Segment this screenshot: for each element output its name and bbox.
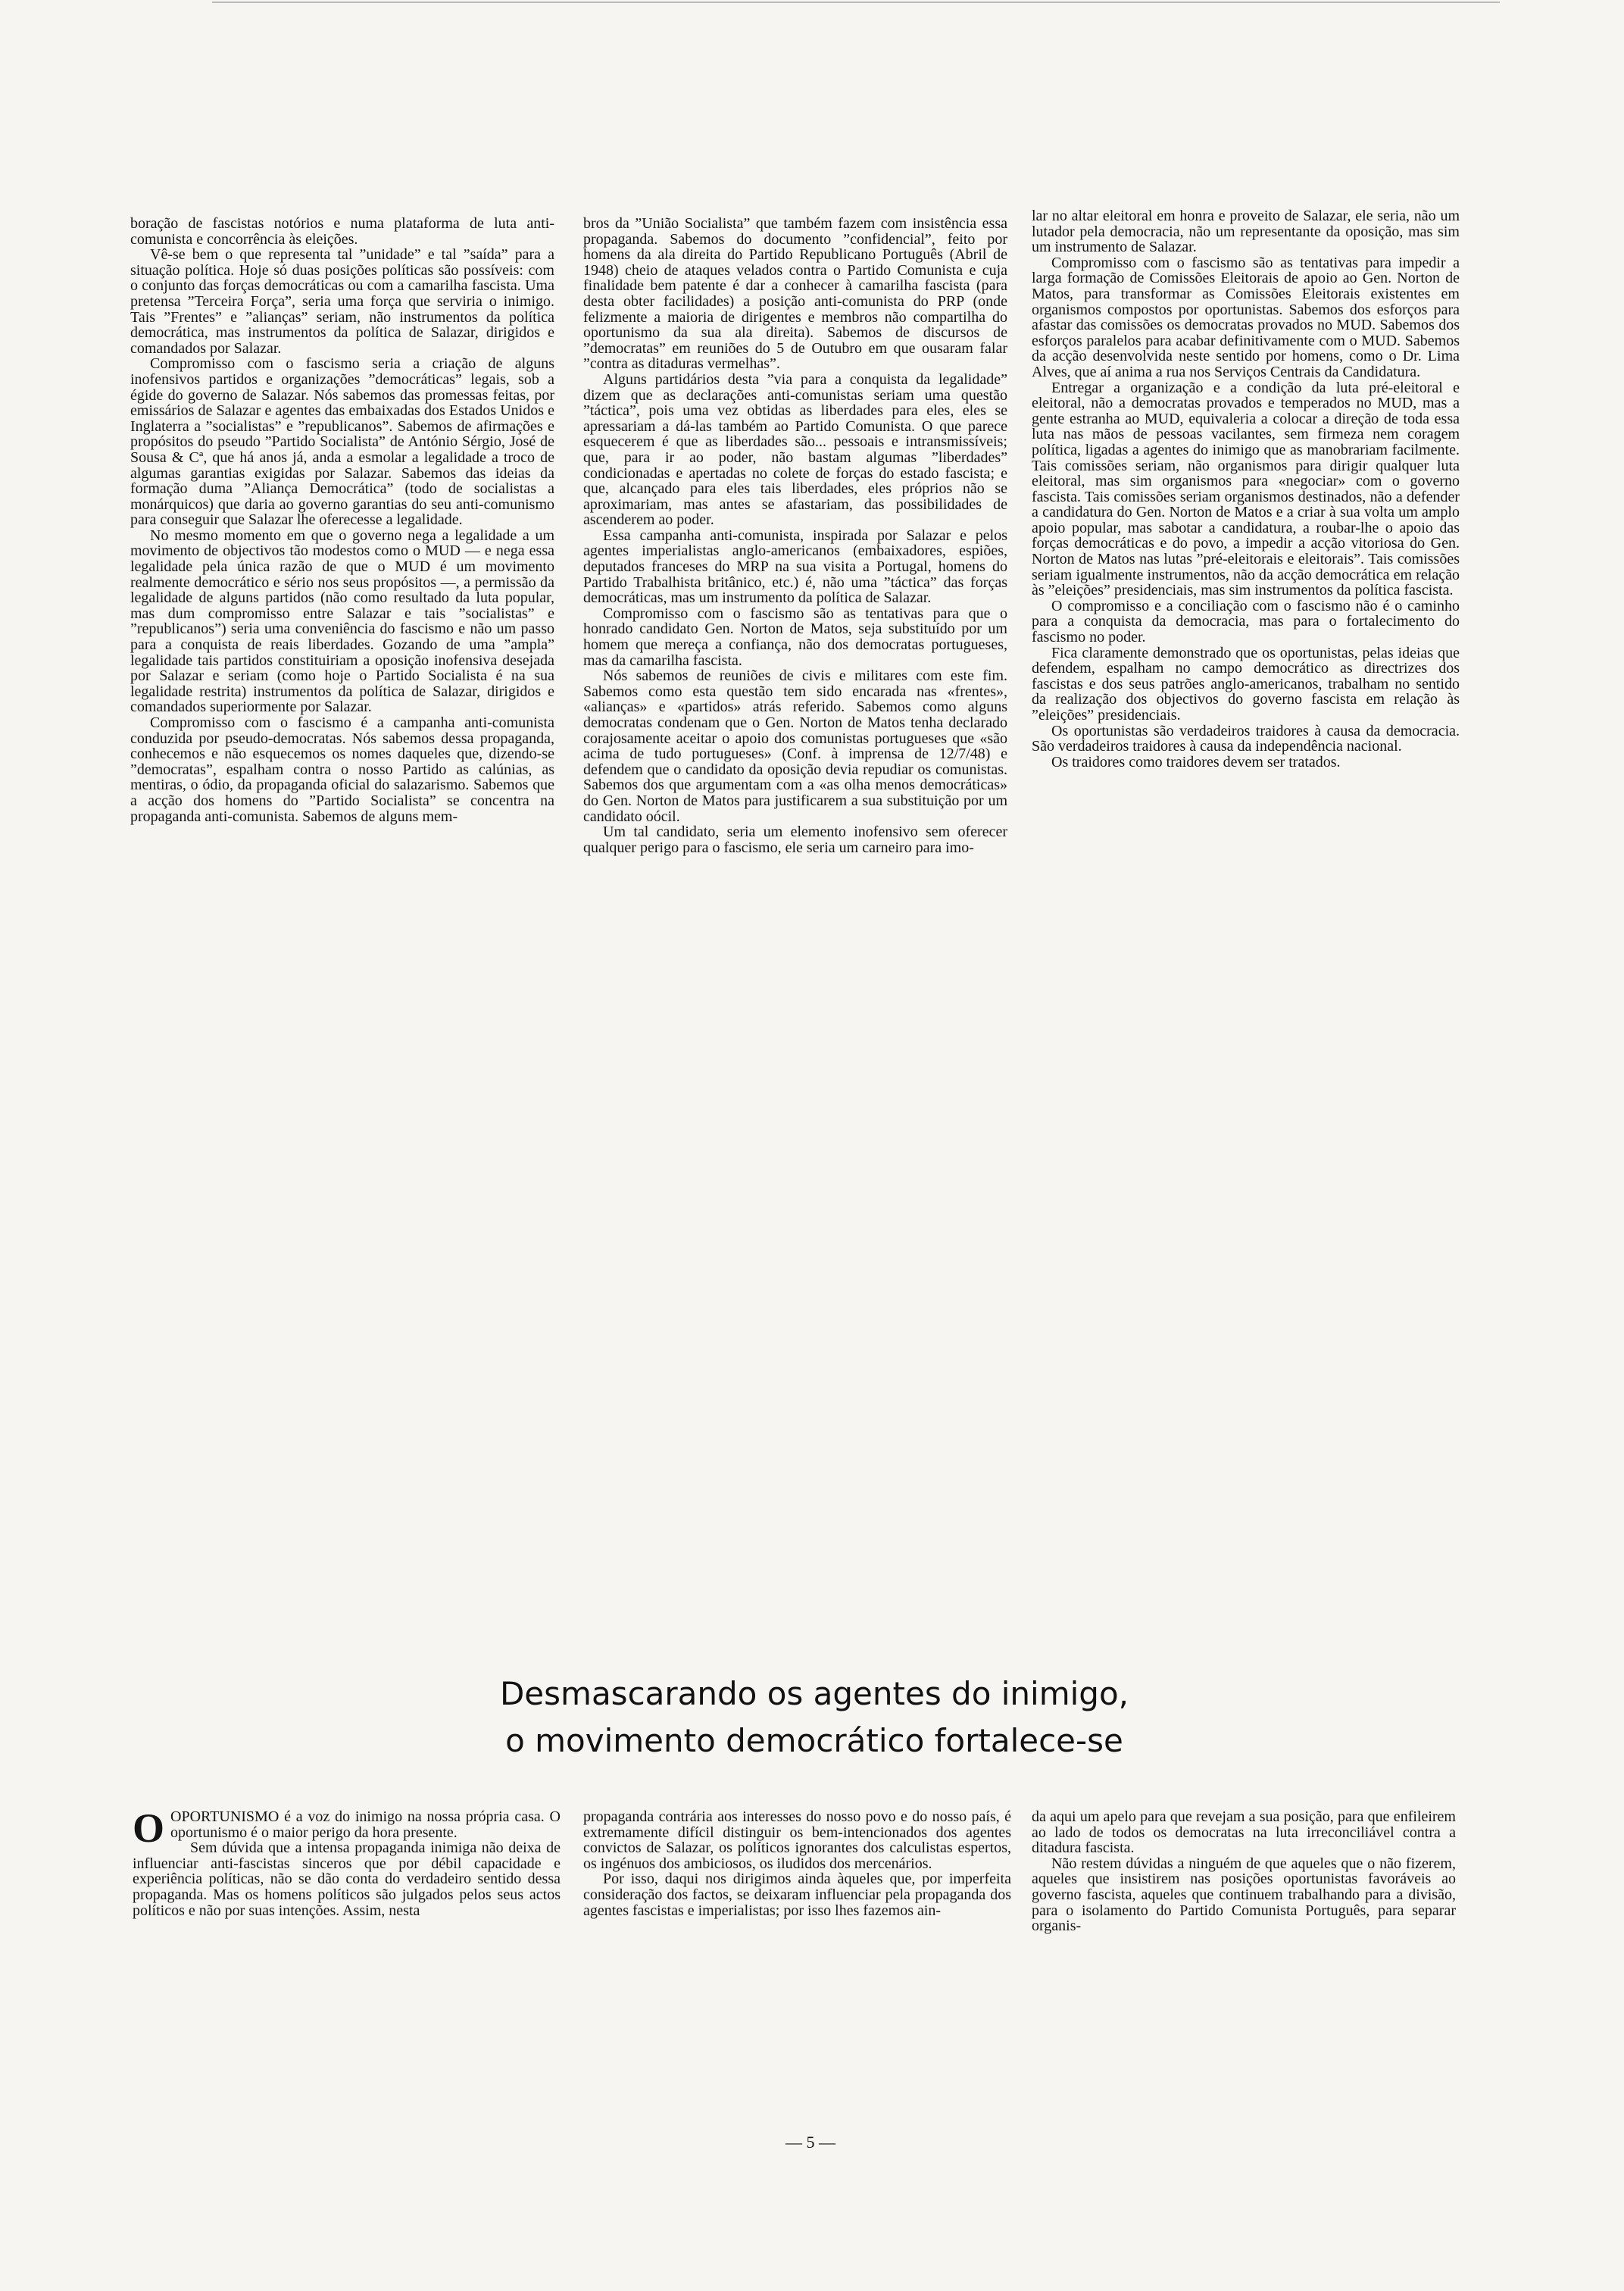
- paragraph: propaganda contrária aos interesses do nosso povo e do nosso país, é extremamente difícil distinguir os bem-intencionados dos agentes convictos de Salazar, os políticos ignorantes dos calculistas espertos, os ingénuos dos ambiciosos, os iludidos dos mercenários.: [583, 1808, 1011, 1872]
- paragraph: Os oportunistas são verdadeiros traidores à causa da democracia. São verdadeiros traidores à causa da independência nacional.: [1032, 722, 1460, 755]
- second-article-column-3: [1032, 1809, 1456, 1934]
- drop-cap: O: [133, 1805, 165, 1851]
- paragraph: Por isso, daqui nos dirigimos ainda àqueles que, por imperfeita consideração dos factos, se deixaram influenciar pela propaganda dos agentes fascistas e imperialistas; por isso lhes fazemos ain-: [583, 1871, 1011, 1919]
- paragraph: No mesmo momento em que o governo nega a legalidade a um movimento de objectivos tão modestos como o MUD — e nega essa legalidade pela única razão de que o MUD é um movimento realmente democrático e sério nos seus propósitos —, a permissão da legalidade de alguns partidos (não como resultado da luta popular, mas dum compromisso entre Salazar e tais ”socialistas” e ”republicanos”) seria uma conveniência do fascismo e não um passo para a conquista de reais liberdades. Gozando de uma ”ampla” legalidade tais partidos constituiriam a oposição inofensiva desejada por Salazar e seriam (como hoje o Partido Socialista é na sua legalidade restrita) instrumentos da política de Salazar, dirigidos e comandados superiormente por Salazar.: [130, 527, 554, 716]
- paragraph: bros da ”União Socialista” que também fazem com insistência essa propaganda. Sabemos do documento ”confidencial”, feito por homens da ala direita do Partido Republicano Português (Abril de 1948) cheio de ataques velados contra o Partido Comunista e cuja finalidade bem patente é dar a conhecer à camarilha fascista (para desta obter facilidades) a posição anti-comunista do PRP (onde felizmente a maioria de dirigentes e membros não compartilha do oportunismo da sua ala direita). Sabemos de discursos de ”democratas” em reuniões do 5 de Outubro em que ousaram falar ”contra as ditaduras vermelhas”.: [583, 215, 1007, 373]
- paragraph: Sem dúvida que a intensa propaganda inimiga não deixa de influenciar anti-fascistas sinceros que por débil capacidade e experiência políticas, não se dão conta do verdadeiro sentido dessa propaganda. Mas os homens políticos são julgados pelos seus actos políticos e não por suas intenções. Assim, nesta: [133, 1839, 561, 1919]
- paragraph: Alguns partidários desta ”via para a conquista da legalidade” dizem que as declarações anti-comunistas seriam uma questão ”táctica”, pois uma vez obtidas as liberdades para eles, eles se apressariam a dá-las também ao Partido Comunista. O que parece esquecerem é que as liberdades são... pessoais e intransmissíveis; que, para ir ao poder, não bastam algumas ”liberdades” condicionadas e apertadas no colete de forças do estado fascista; e que, alcançado para eles tais liberdades, eles próprios não se aproximariam, mas antes se afastariam, das possibilidades de ascenderem ao poder.: [583, 370, 1007, 529]
- paragraph: Não restem dúvidas a ninguém de que aqueles que o não fizerem, aqueles que insistirem nas posições oportunistas favoráveis ao governo fascista, aqueles que continuem trabalhando para a divisão, para o isolamento do Partido Comunista Português, para separar organis-: [1032, 1855, 1456, 1935]
- paragraph: Essa campanha anti-comunista, inspirada por Salazar e pelos agentes imperialistas anglo-americanos (embaixadores, espiões, deputados franceses do MRP na sua visita a Portugal, homens do Partido Trabalhista britânico, etc.) é, não uma ”táctica” das forças democráticas, mas um instrumento da política de Salazar.: [583, 527, 1007, 607]
- paragraph: Compromisso com o fascismo são as tentativas para impedir a larga formação de Comissões Eleitorais de apoio ao Gen. Norton de Matos, para transformar as Comissões Eleitorais existentes em organismos compostos por oportunistas. Sabemos dos esforços para afastar das comissões os democratas provados no MUD. Sabemos dos esforços paralelos para acabar definitivamente com o MUD. Sabemos da acção desenvolvida neste sentido por homens, como o Dr. Lima Alves, que aí anima a rua nos Serviços Centrais da Candidatura.: [1032, 254, 1460, 380]
- paragraph: OPORTUNISMO é a voz do inimigo na nossa própria casa. O oportunismo é o maior perigo da hora presente.: [170, 1808, 561, 1841]
- paragraph: Compromisso com o fascismo é a campanha anti-comunista conduzida por pseudo-democratas. Nós sabemos dessa propaganda, conhecemos e não esquecemos os nomes daqueles que, dizendo-se ”democratas”, espalham contra o nosso Partido as calúnias, as mentiras, o ódio, da propaganda oficial do salazarismo. Sabemos que a acção dos homens do ”Partido Socialista” se concentra na propaganda anti-comunista. Sabemos de alguns mem-: [130, 714, 554, 825]
- paragraph: Entregar a organização e a condição da luta pré-eleitoral e eleitoral, não a democratas provados e temperados no MUD, mas a gente estranha ao MUD, equivaleria a colocar a direção de toda essa luta nas mãos de pessoas vacilantes, sem firmeza nem coragem política, ligadas a agentes do inimigo que as manobrariam facilmente. Tais comissões seriam, não organismos para dirigir qualquer luta eleitoral, mas sim organismos para «negociar» com o governo fascista. Tais comissões seriam organismos destinados, não a defender a candidatura do Gen. Norton de Matos e a criar à sua volta um amplo apoio popular, mas sabotar a candidatura, a roubar-lhe o apoio das forças democráticas e do povo, a impedir a acção vitoriosa do Gen. Norton de Matos nas lutas ”pré-eleitorais e eleitorais”. Tais comissões seriam igualmente instrumentos, não da acção democrática em relação às ”eleições” presidenciais, mas sim instrumentos da política fascista.: [1032, 379, 1460, 599]
- paragraph: da aqui um apelo para que revejam a sua posição, para que enfileirem ao lado de todos os democratas na luta irreconciliável contra a ditadura fascista.: [1032, 1808, 1456, 1857]
- headline-line-2: o movimento democrático fortalece-se: [505, 1722, 1123, 1759]
- second-article-column-2: [583, 1809, 1011, 1918]
- paragraph: Nós sabemos de reuniões de civis e militares com este fim. Sabemos como esta questão tem sido encarada nas «frentes», «alianças» e «partidos» atrás referido. Sabemos como alguns democratas condenam que o Gen. Norton de Matos tenha declarado corajosamente aceitar o apoio dos comunistas portugueses que «são acima de tudo portugueses» (Conf. à imprensa de 12/7/48) e defendem que o candidato da oposição devia repudiar os comunistas. Sabemos dos que argumentam com a «as olha menos democráticas» do Gen. Norton de Matos para justificarem a sua substituição por um candidato oócil.: [583, 667, 1007, 825]
- paragraph: boração de fascistas notórios e numa plataforma de luta anti-comunista e concorrência às eleições.: [130, 215, 554, 248]
- paragraph: lar no altar eleitoral em honra e proveito de Salazar, ele seria, não um lutador pela democracia, não um representante da oposição, mas sim um instrumento de Salazar.: [1032, 208, 1460, 256]
- paragraph: Compromisso com o fascismo são as tentativas para que o honrado candidato Gen. Norton de Matos, seja substituído por um homem que mereça a confiança, não dos democratas portugueses, mas da camarilha fascista.: [583, 605, 1007, 669]
- article-column-2: [583, 216, 1007, 855]
- paragraph: Fica claramente demonstrado que os oportunistas, pelas ideias que defendem, espalham no campo democrático as directrizes dos fascistas e dos seus patrões anglo-americanos, trabalham no sentido da realização dos objectivos do governo fascista em relação às ”eleições” presidenciais.: [1032, 644, 1460, 724]
- paragraph: Os traidores como traidores devem ser tratados.: [1051, 753, 1341, 770]
- article-column-1: [130, 216, 554, 824]
- paragraph: Vê-se bem o que representa tal ”unidade” e tal ”saída” para a situação política. Hoje só duas posições políticas são possíveis: com o conjunto das forças democráticas ou com a camarilha fascista. Uma pretensa ”Terceira Força”, seria uma força que serviria o inimigo. Tais ”Frentes” e ”alianças” seriam, não instrumentos da política democrática, mas instrumentos da política de Salazar, dirigidos e comandados por Salazar.: [130, 246, 554, 357]
- paragraph: Compromisso com o fascismo seria a criação de alguns inofensivos partidos e organizações ”democráticas” legais, sob a égide do governo de Salazar. Nós sabemos das promessas feitas, por emissários de Salazar e agentes das embaixadas dos Estados Unidos e Inglaterra a ”socialistas” e ”republicanos”. Sabemos de afirmações e propósitos do pseudo ”Partido Socialista” de António Sérgio, José de Sousa & Cª, que há anos já, anda a esmolar a legalidade a troco de algumas garantias exigidas por Salazar. Sabemos das ideias da formação duma ”Aliança Democrática” (todo de socialistas a monárquicos) que daria ao governo garantias do seu anti-comunismo para conseguir que Salazar lhe oferecesse a legalidade.: [130, 355, 554, 529]
- headline-line-1: Desmascarando os agentes do inimigo,: [499, 1675, 1129, 1712]
- paragraph: Um tal candidato, seria um elemento inofensivo sem oferecer qualquer perigo para o fascismo, ele seria um carneiro para imo-: [583, 824, 1007, 856]
- paragraph: O compromisso e a conciliação com o fascismo não é o caminho para a conquista da democracia, mas para o fortalecimento do fascismo no poder.: [1032, 597, 1460, 646]
- top-rule: [212, 2, 1500, 3]
- page-number: — 5 —: [785, 2133, 835, 2152]
- article-column-3: [1032, 208, 1460, 770]
- article-headline: [227, 1671, 1401, 1764]
- second-article-column-1: [133, 1805, 561, 1919]
